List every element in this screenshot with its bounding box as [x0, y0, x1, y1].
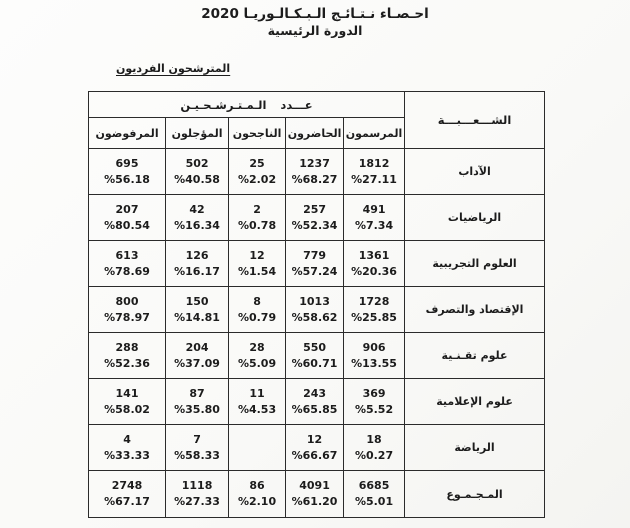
data-cell	[166, 333, 229, 379]
data-cell	[229, 333, 286, 379]
count-value: 86	[249, 479, 265, 492]
percent-value: %27.11	[351, 172, 397, 186]
percent-value: %2.02	[237, 172, 277, 186]
count-value: 779	[303, 248, 327, 262]
data-cell	[286, 471, 344, 518]
count-value: 613	[115, 248, 139, 262]
percent-value: %61.20	[291, 495, 338, 508]
count-value: 1118	[181, 479, 213, 492]
percent-value: %37.09	[174, 356, 220, 370]
count-header-row	[89, 92, 545, 118]
count-value: 6685	[358, 479, 390, 492]
data-cell	[229, 195, 286, 241]
percent-value: %58.62	[291, 310, 338, 324]
column-header-1: الحاضرون	[286, 118, 344, 149]
count-value: 87	[189, 386, 205, 400]
percent-value: %68.27	[291, 172, 338, 186]
table-row-3	[89, 287, 545, 333]
data-cell	[229, 425, 286, 471]
branch-cell: الآداب	[405, 149, 545, 195]
table-body	[89, 149, 545, 518]
percent-value: %33.33	[104, 448, 150, 462]
percent-value: %14.81	[174, 310, 220, 324]
data-cell	[166, 241, 229, 287]
count-value: 8	[253, 294, 261, 308]
data-cell	[89, 333, 166, 379]
data-cell	[344, 287, 405, 333]
count-value: 2748	[111, 479, 143, 492]
data-cell	[344, 195, 405, 241]
data-cell	[166, 471, 229, 518]
count-value: 502	[185, 156, 209, 170]
percent-value: %66.67	[291, 448, 338, 462]
percent-value: %57.24	[291, 264, 338, 278]
table-row-4	[89, 333, 545, 379]
count-value: 25	[249, 156, 265, 170]
percent-value: %80.54	[104, 218, 150, 232]
percent-value: %40.58	[174, 172, 220, 186]
percent-value: %58.02	[104, 402, 150, 416]
percent-value: %4.53	[237, 402, 277, 416]
branch-cell: الإقتصاد والتصرف	[405, 287, 545, 333]
count-value: 288	[115, 340, 139, 354]
data-cell	[89, 149, 166, 195]
count-value: 1812	[358, 156, 390, 170]
data-cell	[229, 471, 286, 518]
percent-value: %60.71	[291, 356, 338, 370]
count-value: 4091	[299, 479, 330, 492]
count-value: 695	[115, 156, 139, 170]
count-value: 1237	[299, 156, 330, 170]
percent-value: %78.69	[104, 264, 150, 278]
branch-column-header: الشـــعـــبـــة	[405, 92, 545, 149]
data-cell	[89, 379, 166, 425]
count-value: 800	[115, 294, 139, 308]
column-header-3: المؤجلون	[166, 118, 229, 149]
percent-value: %27.33	[174, 495, 220, 508]
document-header	[0, 5, 630, 39]
data-cell	[286, 287, 344, 333]
table-row-7	[89, 471, 545, 518]
count-value: 12	[249, 248, 265, 262]
table-row-5	[89, 379, 545, 425]
count-value: 257	[303, 202, 327, 216]
session-title: الدورة الرئيسية	[267, 23, 363, 38]
data-cell	[344, 241, 405, 287]
percent-value: %16.34	[174, 218, 220, 232]
count-value: 4	[123, 432, 131, 446]
percent-value: %35.80	[174, 402, 220, 416]
page-title: احـصـاء نـتـائـج الـبـكـالـوريـا 2020	[201, 6, 429, 22]
count-value: 18	[366, 432, 382, 446]
percent-value: %0.79	[237, 310, 277, 324]
data-cell	[89, 195, 166, 241]
percent-value: %78.97	[104, 310, 150, 324]
table-row-0	[89, 149, 545, 195]
count-value: 243	[303, 386, 327, 400]
data-cell	[344, 149, 405, 195]
count-value: 126	[185, 248, 209, 262]
results-table	[88, 91, 545, 518]
count-value: 207	[115, 202, 139, 216]
branch-cell: علوم الإعلامية	[405, 379, 545, 425]
table-row-6	[89, 425, 545, 471]
count-value: 42	[189, 202, 205, 216]
percent-value: %65.85	[291, 402, 338, 416]
data-cell	[286, 241, 344, 287]
table-row-2	[89, 241, 545, 287]
count-value: 2	[253, 202, 261, 216]
count-value: 7	[193, 432, 201, 446]
count-value: 369	[362, 386, 386, 400]
data-cell	[344, 333, 405, 379]
count-value: 204	[185, 340, 209, 354]
branch-cell: العلوم التجريبية	[405, 241, 545, 287]
percent-value: %52.36	[104, 356, 150, 370]
data-cell	[89, 241, 166, 287]
count-value: 28	[249, 340, 265, 354]
data-cell	[344, 379, 405, 425]
data-cell	[344, 471, 405, 518]
percent-value: %16.17	[174, 264, 220, 278]
data-cell	[286, 333, 344, 379]
data-cell	[344, 425, 405, 471]
data-cell	[166, 195, 229, 241]
data-cell	[229, 149, 286, 195]
data-cell	[286, 149, 344, 195]
data-cell	[229, 379, 286, 425]
percent-value: %5.09	[237, 356, 277, 370]
branch-cell: الرياضيات	[405, 195, 545, 241]
candidates-type-label: المترشحون الفرديون	[116, 62, 231, 75]
data-cell	[166, 379, 229, 425]
percent-value: %2.10	[237, 495, 277, 508]
data-cell	[166, 149, 229, 195]
data-cell	[89, 425, 166, 471]
data-cell	[286, 195, 344, 241]
column-header-4: المرفوضون	[89, 118, 166, 149]
count-value: 491	[362, 202, 386, 216]
percent-value: %67.17	[104, 495, 150, 508]
count-value: 550	[303, 340, 327, 354]
percent-value: %5.52	[354, 402, 394, 416]
branch-cell: علوم تقـنـية	[405, 333, 545, 379]
count-value: 1361	[358, 248, 390, 262]
data-cell	[229, 241, 286, 287]
column-header-0: المرسمون	[344, 118, 405, 149]
percent-value: %0.78	[237, 218, 277, 232]
percent-value: %0.27	[354, 448, 394, 462]
count-value: 906	[362, 340, 386, 354]
branch-cell: المـجـمـوع	[405, 471, 545, 518]
percent-value: %1.54	[237, 264, 277, 278]
percent-value: %58.33	[174, 448, 220, 462]
percent-value: %13.55	[351, 356, 397, 370]
candidates-count-header: عـــدد الـمـتـرشـحـيـن	[89, 92, 405, 118]
count-value: 150	[185, 294, 209, 308]
percent-value: %7.34	[354, 218, 394, 232]
count-value: 1013	[299, 294, 330, 308]
data-cell	[89, 287, 166, 333]
count-value: 11	[249, 386, 265, 400]
data-cell	[166, 425, 229, 471]
data-cell	[89, 471, 166, 518]
data-cell	[229, 287, 286, 333]
branch-cell: الرياضة	[405, 425, 545, 471]
table-row-1	[89, 195, 545, 241]
data-cell	[286, 379, 344, 425]
percent-value: %20.36	[351, 264, 397, 278]
percent-value: %25.85	[351, 310, 397, 324]
data-cell	[286, 425, 344, 471]
count-value: 12	[306, 432, 323, 446]
percent-value: %56.18	[104, 172, 150, 186]
count-value: 141	[115, 386, 139, 400]
count-value: 1728	[358, 294, 390, 308]
percent-value: %52.34	[291, 218, 338, 232]
data-cell	[166, 287, 229, 333]
percent-value: %5.01	[354, 495, 394, 508]
column-header-2: الناجحون	[229, 118, 286, 149]
